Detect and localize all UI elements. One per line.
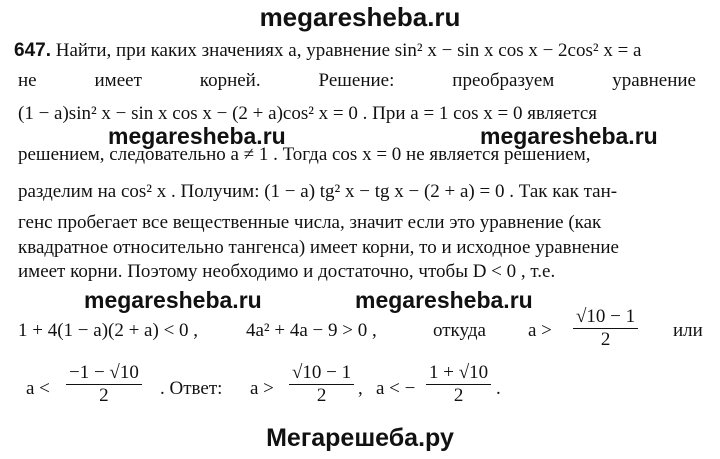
solution-line-3: (1 − a)sin² x − sin x cos x − (2 + a)cos² x = 0 . При a = 1 cos x = 0 является <box>18 103 598 124</box>
fraction-denominator: 2 <box>453 385 464 406</box>
word-otkuda: откуда <box>433 320 486 341</box>
inequality-1: 1 + 4(1 − a)(2 + a) < 0 , <box>18 320 199 341</box>
problem-statement: Найти, при каких значениях a, уравнение sin² x − sin x cos x − 2cos² x = a <box>55 40 642 61</box>
answer-lhs-1: a < <box>26 378 50 399</box>
word-3: корней. <box>199 70 261 91</box>
watermark-mid-right-2: megaresheba.ru <box>355 287 533 313</box>
answer-separator: , <box>358 378 363 399</box>
watermark-mid-right-1: megaresheba.ru <box>480 123 658 149</box>
answer-lhs-2: a > <box>250 378 274 399</box>
answer-label: . Ответ: <box>160 378 223 399</box>
word-5: преобразуем <box>452 70 555 91</box>
solution-line-7: квадратное относительно тангенса) имеет корни, то и исходное уравнение <box>18 237 619 258</box>
watermark-bottom: Мегарешеба.ру <box>266 424 454 452</box>
fraction-numerator: 1 + √10 <box>426 362 491 385</box>
fraction-neg1-minus-sqrt10 <box>66 362 142 407</box>
word-2: имеет <box>94 70 142 91</box>
fraction-denominator: 2 <box>316 385 327 406</box>
problem-line-2 <box>18 70 696 92</box>
fraction-numerator: √10 − 1 <box>289 362 354 385</box>
watermark-top: megaresheba.ru <box>259 2 461 32</box>
fraction-1-plus-sqrt10 <box>426 362 491 407</box>
fraction-denominator: 2 <box>99 385 109 406</box>
inequality-2: 4a² + 4a − 9 > 0 , <box>246 320 377 341</box>
fraction-numerator: √10 − 1 <box>573 306 638 329</box>
word-6: уравнение <box>612 70 696 91</box>
condition-lhs: a > <box>528 320 552 341</box>
answer-lhs-3: a < − <box>376 378 416 399</box>
solution-line-5: разделим на cos² x . Получим: (1 − a) tg² x − tg x − (2 + a) = 0 . Так как тан- <box>18 181 618 202</box>
watermark-mid-left-1: megaresheba.ru <box>108 123 286 149</box>
solution-line-6: генс пробегает все вещественные числа, значит если это уравнение (как <box>18 212 602 233</box>
word-4: Решение: <box>318 70 395 91</box>
fraction-sqrt10-minus-1-answer <box>289 362 354 407</box>
fraction-numerator: −1 − √10 <box>66 362 142 385</box>
problem-line-1 <box>14 40 641 62</box>
watermark-mid-left-2: megaresheba.ru <box>84 287 262 313</box>
solution-line-4: решением, следовательно a ≠ 1 . Тогда cos x = 0 не является решением, <box>18 144 591 165</box>
solution-line-8: имеет корни. Поэтому необходимо и достаточно, чтобы D < 0 , т.е. <box>18 261 556 282</box>
answer-end: . <box>496 378 501 399</box>
fraction-denominator: 2 <box>600 329 611 350</box>
word-1: не <box>18 70 37 91</box>
word-ili: или <box>673 320 703 341</box>
fraction-sqrt10-minus-1 <box>573 306 638 351</box>
problem-number: 647. <box>14 40 51 61</box>
